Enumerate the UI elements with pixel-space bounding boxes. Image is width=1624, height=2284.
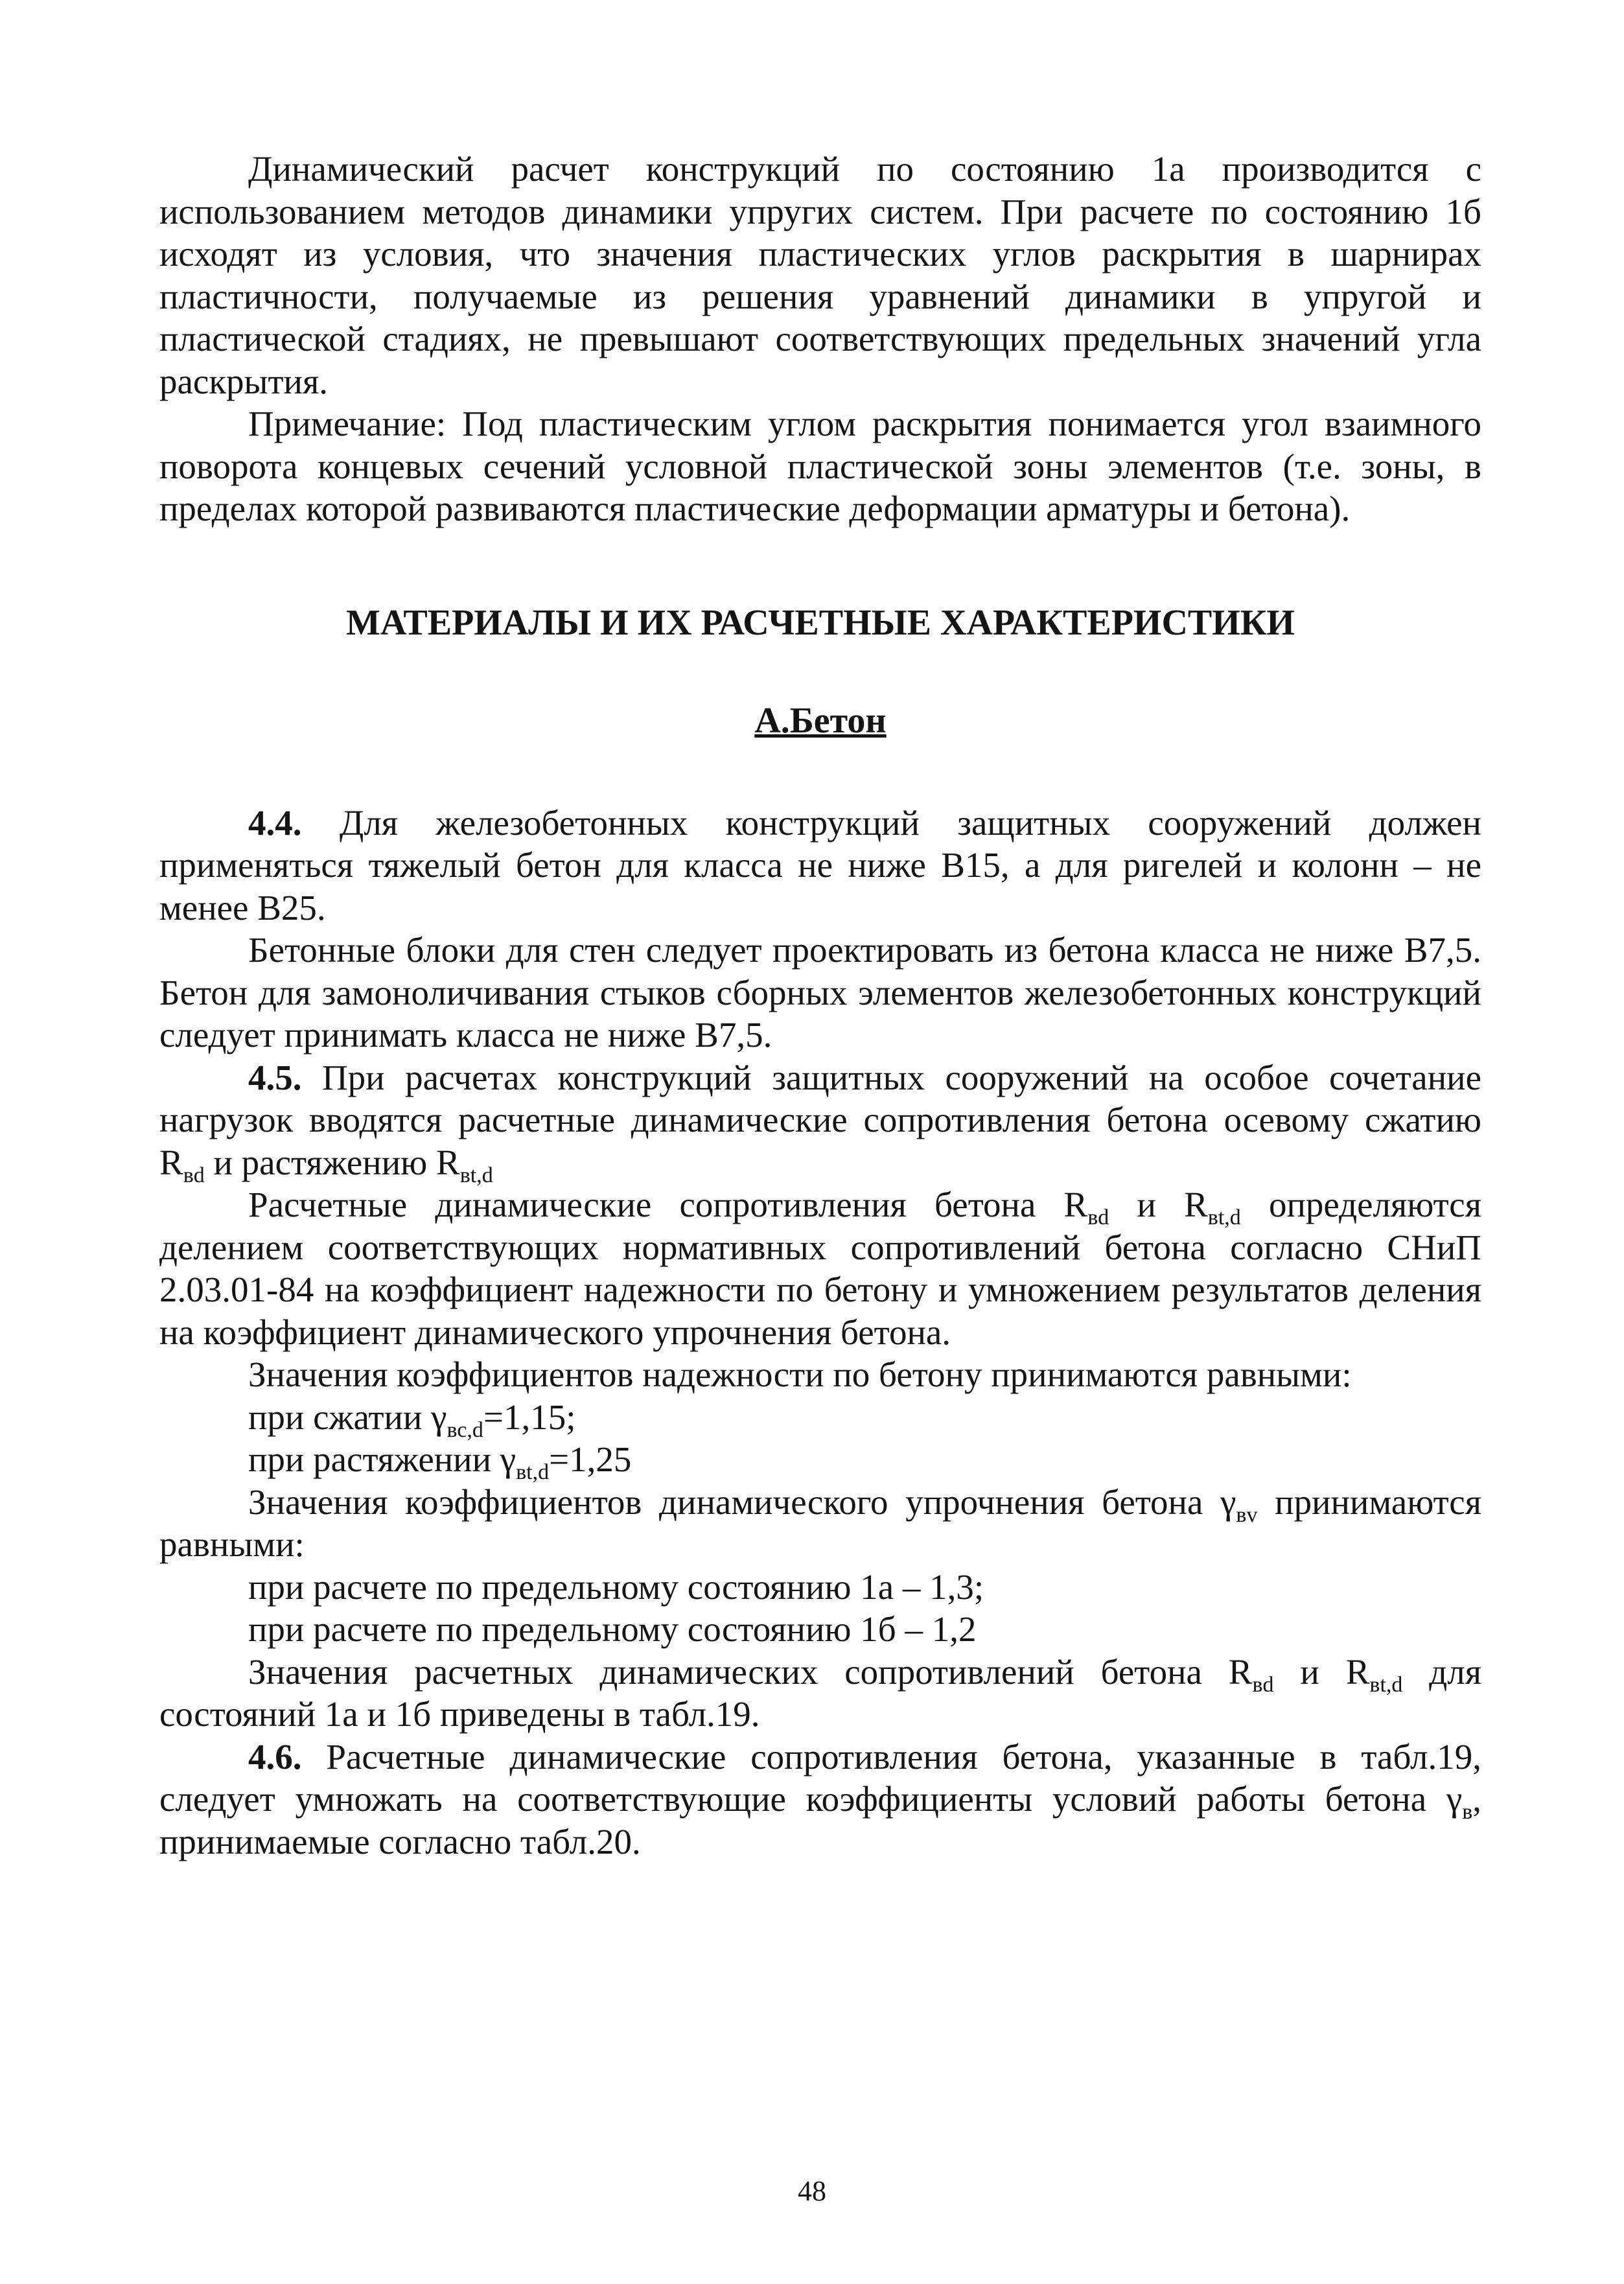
subsection-title: А.Бетон [754,700,887,741]
text-run: при растяжении [248,1439,500,1479]
text-run: Значения коэффициентов динамического упрочнения бетона [248,1482,1221,1522]
text-run: принимаются равными: [159,1482,1481,1564]
symbol-subscript: в [1462,1800,1473,1824]
clause-number: 4.6. [248,1736,302,1777]
symbol-r: R [159,1142,183,1182]
page-number: 48 [798,2175,826,2207]
symbol-subscript: вv [1236,1502,1258,1527]
document-page [159,148,1481,1863]
paragraph-state-1b: при расчете по предельному состоянию 1б – 1,2 [248,1609,977,1649]
symbol-gamma: γ [1446,1779,1463,1819]
symbol-subscript: вd [1252,1672,1274,1697]
paragraph-concrete-blocks: Бетонные блоки для стен следует проектировать из бетона класса не ниже В7,5. Бетон для замоноличивания стыков сборных элементов железобетонных конструкций следует принимать класса не ниже В7,5. [159,930,1481,1055]
clause-text: Расчетные динамические сопротивления бетона, указанные в табл.19, следует умножать на соответствующие коэффициенты условий работы бетона [159,1736,1481,1819]
symbol-subscript: вс,d [447,1417,483,1442]
paragraph-state-1a: при расчете по предельному состоянию 1а – 1,3; [248,1567,984,1607]
symbol-r: R [436,1142,460,1182]
clause-text: , принимаемые согласно табл.20. [159,1779,1481,1861]
paragraph-table-19-ref [159,1651,1481,1736]
text-run: =1,25 [549,1439,632,1479]
paragraph-coef-intro: Значения коэффициентов надежности по бетону принимаются равными: [248,1355,1352,1394]
text-run: =1,15; [483,1397,576,1437]
clause-number: 4.5. [248,1057,302,1097]
paragraph-dynamic-strengthening [159,1481,1481,1566]
clause-text: и растяжению [204,1142,437,1182]
symbol-r: R [1063,1185,1088,1224]
symbol-gamma: γ [1220,1482,1236,1522]
symbol-r: R [1184,1185,1208,1224]
symbol-r: R [1228,1651,1253,1692]
paragraph-note: Примечание: Под пластическим углом раскрытия понимается угол взаимного поворота концевых сечений условной пластической зоны элементов (т.е. зоны, в пределах которой развиваются пластические деформации арматуры и бетона). [159,404,1481,528]
symbol-subscript: вt,d [1207,1206,1241,1229]
symbol-subscript: вt,d [516,1460,550,1484]
paragraph-dynamic-calc: Динамический расчет конструкций по состоянию 1а производится с использованием методов динамики упругих систем. При расчете по состоянию 1б исходят из условия, что значения пластических углов раскрытия в шарнирах пластичности, получаемые из решения уравнений динамики в упругой и пластической стадиях, не превышают соответствующих предельных значений угла раскрытия. [159,149,1481,401]
symbol-subscript: вt,d [459,1163,493,1187]
symbol-subscript: вd [1087,1206,1109,1229]
paragraph-calc-resistances [159,1183,1481,1353]
text-run: и [1273,1651,1346,1692]
text-run: Расчетные динамические сопротивления бетона [248,1185,1064,1224]
paragraph-4-4 [159,802,1481,929]
section-title: МАТЕРИАЛЫ И ИХ РАСЧЕТНЫЕ ХАРАКТЕРИСТИКИ [346,602,1295,643]
symbol-r: R [1345,1651,1370,1692]
symbol-subscript: вt,d [1369,1672,1403,1697]
paragraph-4-5 [159,1056,1481,1187]
symbol-gamma: γ [500,1439,516,1479]
symbol-gamma: γ [431,1397,447,1437]
clause-number: 4.4. [248,802,302,843]
text-run: Значения расчетных динамических сопротивлений бетона [248,1651,1229,1692]
text-run: определяются делением соответствующих нормативных сопротивлений бетона согласно СНиП 2.03.01-84 на коэффициент надежности по бетону и умножением результатов деления на коэффициент динамического упрочнения бетона. [159,1185,1481,1352]
symbol-subscript: вd [183,1163,205,1187]
text-run: при сжатии [248,1397,432,1437]
paragraph-compression [159,1396,1481,1442]
paragraph-tension [159,1438,1481,1484]
text-run: и [1109,1185,1185,1224]
clause-text: Для железобетонных конструкций защитных сооружений должен применяться тяжелый бетон для класса не ниже В15, а для ригелей и колонн – не менее В25. [159,802,1481,927]
clause-text: При расчетах конструкций защитных сооружений на особое сочетание нагрузок вводятся расчетные динамические сопротивления бетона осевому сжатию [159,1057,1481,1139]
paragraph-4-6 [159,1736,1481,1863]
text-run: для состояний 1а и 1б приведены в табл.19. [159,1651,1481,1734]
